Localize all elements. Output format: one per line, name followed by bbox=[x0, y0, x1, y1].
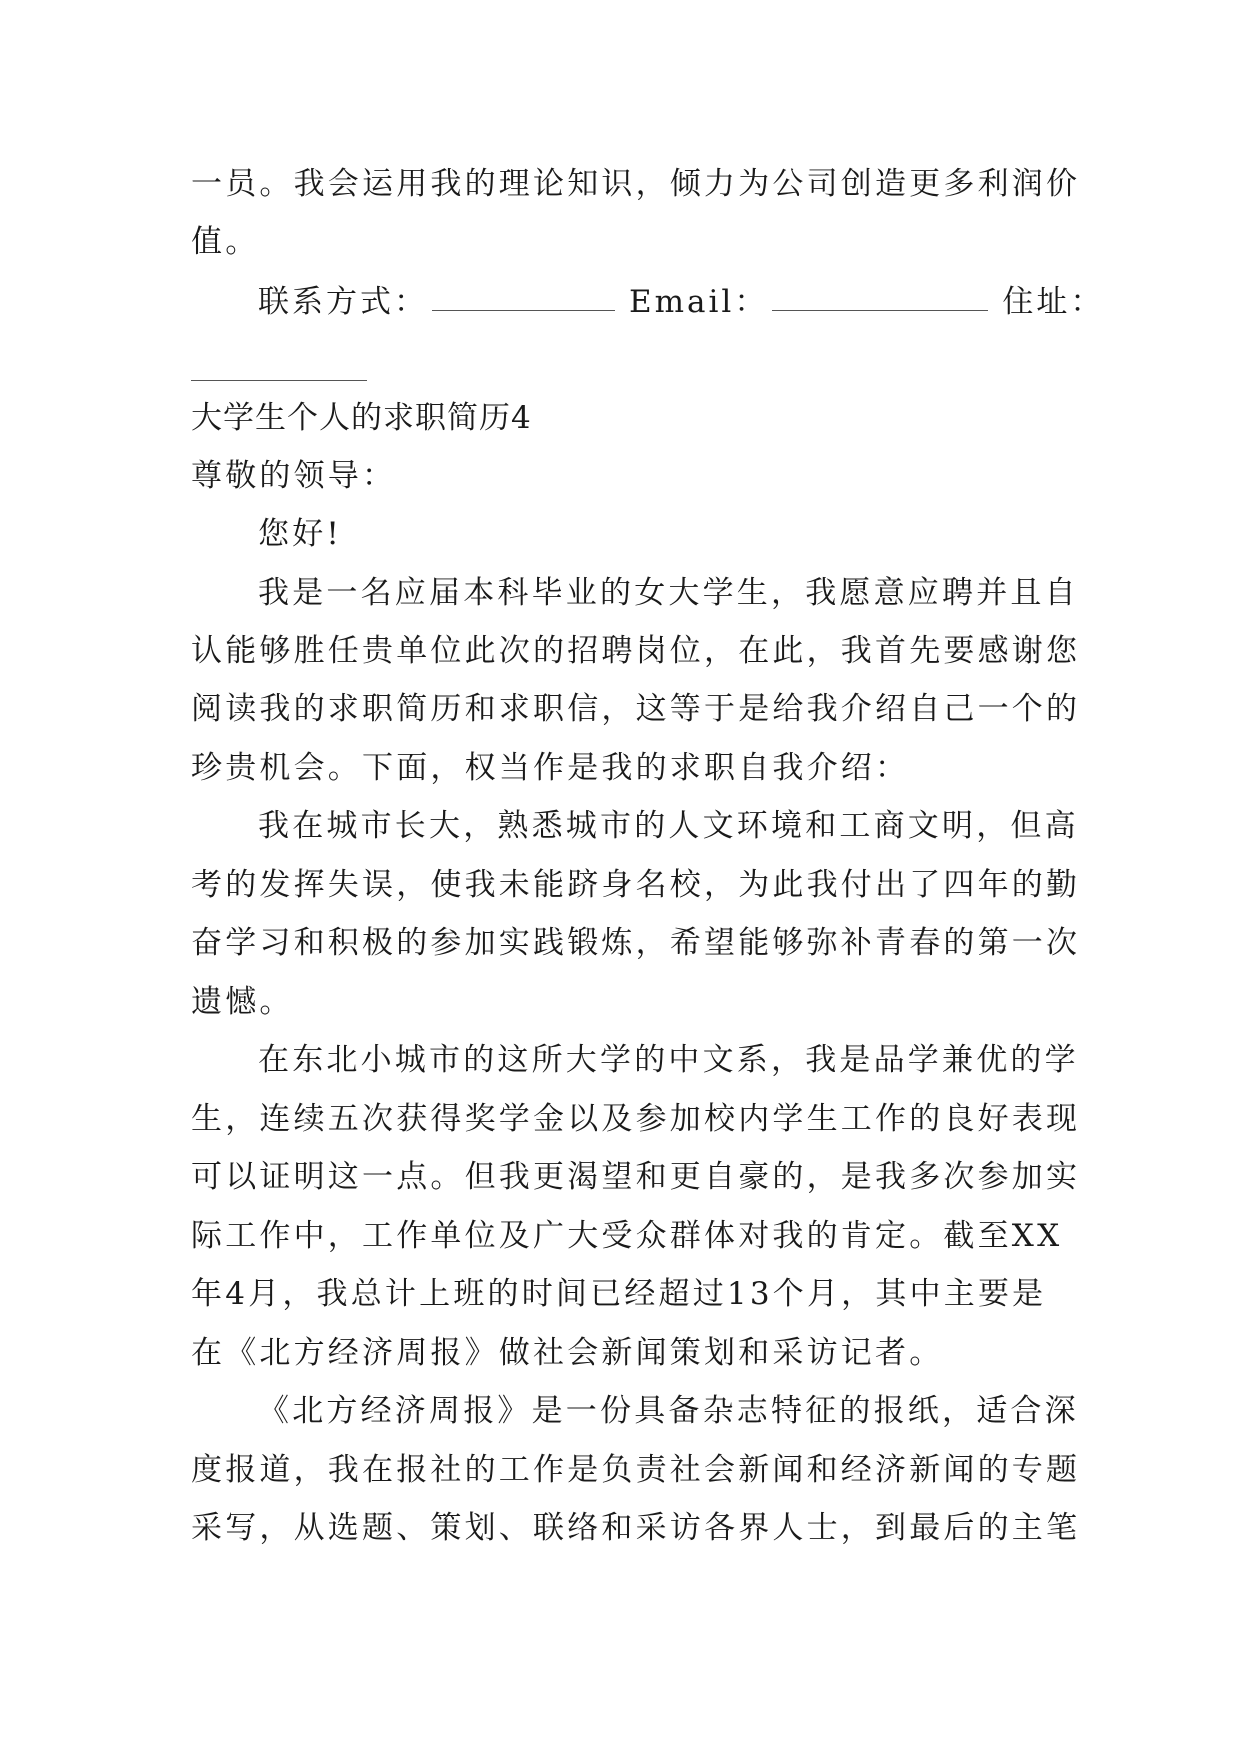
paragraph-line: 际工作中，工作单位及广大受众群体对我的肯定。截至XX bbox=[191, 1218, 1063, 1254]
email-blank bbox=[772, 282, 988, 311]
section-title: 大学生个人的求职简历4 bbox=[191, 400, 532, 436]
paragraph-line: 生，连续五次获得奖学金以及参加校内学生工作的良好表现 bbox=[191, 1101, 1081, 1137]
paragraph-line: 珍贵机会。下面，权当作是我的求职自我介绍： bbox=[191, 750, 910, 786]
paragraph-line: 可以证明这一点。但我更渴望和更自豪的，是我多次参加实 bbox=[191, 1159, 1081, 1195]
paragraph-line: 考的发挥失误，使我未能跻身名校，为此我付出了四年的勤 bbox=[191, 867, 1081, 903]
paragraph-line: 认能够胜任贵单位此次的招聘岗位，在此，我首先要感谢您 bbox=[191, 633, 1081, 669]
address-label: 住址： bbox=[1002, 284, 1105, 320]
paragraph-line: 一员。我会运用我的理论知识，倾力为公司创造更多利润价 bbox=[191, 166, 1081, 202]
email-label: Email： bbox=[629, 284, 769, 320]
paragraph-line: 奋学习和积极的参加实践锻炼，希望能够弥补青春的第一次 bbox=[191, 925, 1081, 961]
paragraph-line: 在东北小城市的这所大学的中文系，我是品学兼优的学 bbox=[258, 1042, 1079, 1078]
paragraph-line: 值。 bbox=[191, 224, 260, 260]
paragraph-line: 《北方经济周报》是一份具备杂志特征的报纸，适合深 bbox=[258, 1393, 1079, 1429]
paragraph-line: 度报道，我在报社的工作是负责社会新闻和经济新闻的专题 bbox=[191, 1452, 1081, 1488]
contact-label: 联系方式： bbox=[258, 284, 428, 320]
paragraph-line: 在《北方经济周报》做社会新闻策划和采访记者。 bbox=[191, 1335, 944, 1371]
contact-info-line bbox=[258, 282, 1105, 322]
paragraph-line: 年4月，我总计上班的时间已经超过13个月，其中主要是 bbox=[191, 1276, 1047, 1312]
paragraph-line: 遗憾。 bbox=[191, 984, 294, 1020]
greeting: 您好! bbox=[258, 516, 343, 552]
address-blank bbox=[191, 380, 367, 381]
contact-blank bbox=[432, 282, 615, 311]
paragraph-line: 我是一名应届本科毕业的女大学生，我愿意应聘并且自 bbox=[258, 575, 1079, 611]
paragraph-line: 采写，从选题、策划、联络和采访各界人士，到最后的主笔 bbox=[191, 1510, 1081, 1546]
paragraph-line: 阅读我的求职简历和求职信，这等于是给我介绍自己一个的 bbox=[191, 691, 1081, 727]
salutation: 尊敬的领导： bbox=[191, 458, 397, 494]
paragraph-line: 我在城市长大，熟悉城市的人文环境和工商文明，但高 bbox=[258, 808, 1079, 844]
